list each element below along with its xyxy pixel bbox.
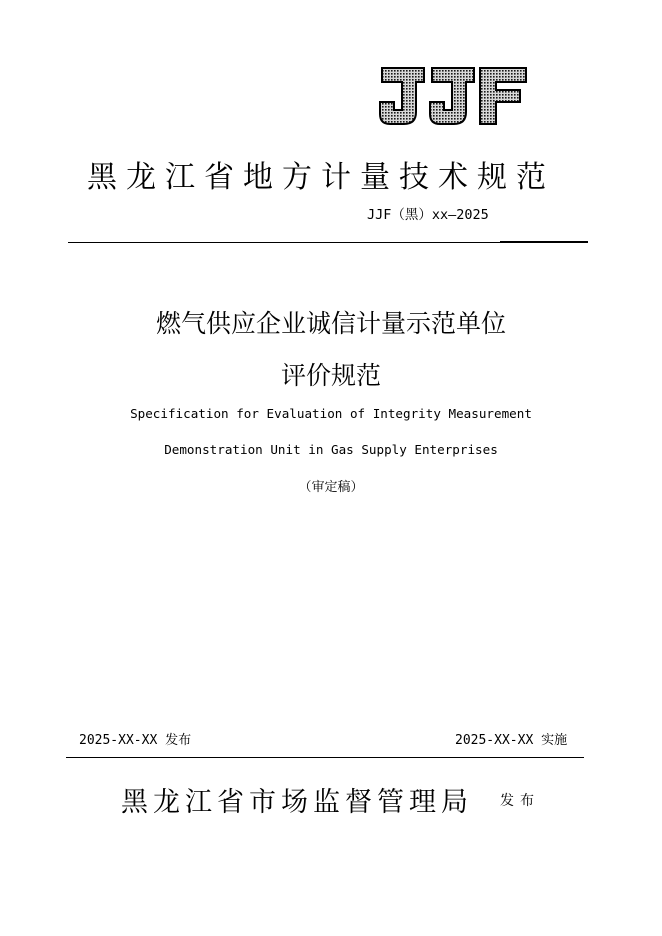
publish-label: 发布 [500,793,540,809]
publisher-name: 黑龙江省市场监督管理局 [121,787,473,818]
document-title-line-2: 评价规范 [280,361,381,390]
draft-status: （审定稿） [298,480,364,495]
issue-date: 2025-XX-XX 发布 [79,733,192,748]
top-divider-accent [500,241,588,243]
document-title-line-1: 燃气供应企业诚信计量示范单位 [155,309,506,338]
bottom-divider [66,757,584,758]
jjf-logo [376,64,530,128]
header-title: 黑龙江省地方计量技术规范 [87,160,555,195]
english-title-line-1: Specification for Evaluation of Integrity Measurement [130,406,532,421]
implementation-date: 2025-XX-XX 实施 [455,733,568,748]
english-title-line-2: Demonstration Unit in Gas Supply Enterprises [164,442,498,457]
standard-number: JJF（黑）xx—2025 [367,207,489,223]
